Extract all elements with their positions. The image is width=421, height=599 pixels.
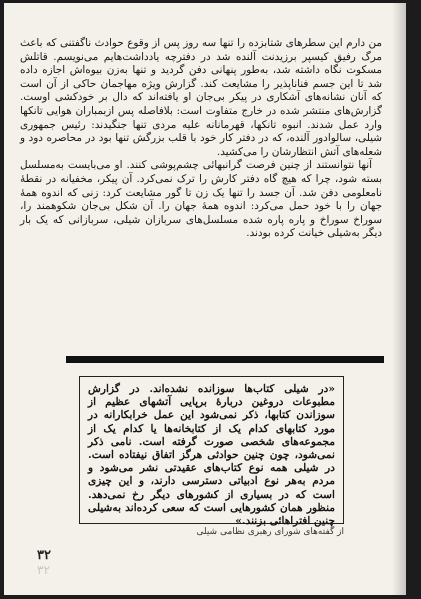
quote-source: از گفته‌های شورای رهبری نظامی شیلی bbox=[196, 527, 344, 537]
book-page bbox=[4, 3, 406, 595]
paragraph-2: آنها نتوانستند از چنین فرصت گرانبهائی چشم‌پوشی کنند. او می‌بایست به‌مسلسل بسته شود، چرا که هیچ گاه دفتر کارش را ترک نمی‌کرد. آن پیکر، مخفیانه در نقطهٔ نامعلومی دفن شد. آن جسد را تنها یک زن تا گور مشایعت کرد: زنی که اندوه همهٔ جهان را با خود حمل می‌کرد: اندوه همهٔ جهان را. آن شکل بی‌جان شکوهمند را، سوراخ سوراخ و پاره پاره شده مسلسل‌های سربازان شیلی، سربازانی که یک بار دیگر به‌شیلی خیانت کرده بودند. bbox=[20, 159, 382, 240]
paragraph-1: من دارم این سطرهای شتابزده را تنها سه روز پس از وقوع حوادث ناگفتنی که باعث مرگ رفیق کیسپر برزیدنت آلنده شد در دفترچه یادداشت‌هایم می‌نویسم. قاتلش مسکوت نگاه داشته شد، به‌طور پنهانی دفن گردید و تنها به‌زن بیوه‌اش اجازه داده شد تا این جسم فنا‌ناپذیر را مشایعت کند. گزارش ویژه مهاجمان حاکی از آن است که آنان نشانه‌های آشکاری در پیکر بی‌جان او یافته‌اند که دال بر خودکشی اوست. گزارش‌های منتشر شده در خارج متفاوت است: بلافاصله پس ازبمباران هوایی تانکها وارد عمل شدند. انبوه تانکها، قهرمانانه علیه مردی تنها جنگیدند: رئیس جمهوری شیلی، سالوادور آلنده، که در دفتر کار خود با قلب بزرگش تنها بود در محاصره دود و شعله‌های آتش انتظارشان را می‌کشید. bbox=[20, 37, 382, 158]
page-number-bleed: ۳۲ bbox=[37, 563, 50, 577]
quote-text: «در شیلی کتاب‌ها سوزانده نشده‌اند. در گزارش مطبوعات دروغین دربارهٔ برپایی آتشهای عظیم از سوزاندن کتابها، ذکر نمی‌شود این عمل خرابکارانه در مورد کتابهای کدام یک از کتابخانه‌ها یا کدام یک از مجموعه‌های شخصی صورت گرفته است. نامی ذکر نمی‌شود، چون چنین حوادثی هرگز اتفاق نیفتاده است. در شیلی همه نوع کتاب‌های عقیدتی نشر می‌شود و مردم به‌هر نوع ادبیاتی دسترسی دارند، و این چیزی است که در بسیاری از کشورهای دیگر رخ نمی‌دهد. منظور همان کشورهایی است که سعی کرده‌اند به‌شیلی چنین افتراهائی بزنند.» bbox=[88, 383, 335, 528]
page-edge-shadow bbox=[392, 3, 406, 595]
main-text bbox=[20, 37, 382, 241]
black-divider-bar bbox=[66, 356, 384, 363]
page-number: ۳۲ bbox=[37, 548, 51, 563]
quote-box bbox=[79, 376, 344, 528]
